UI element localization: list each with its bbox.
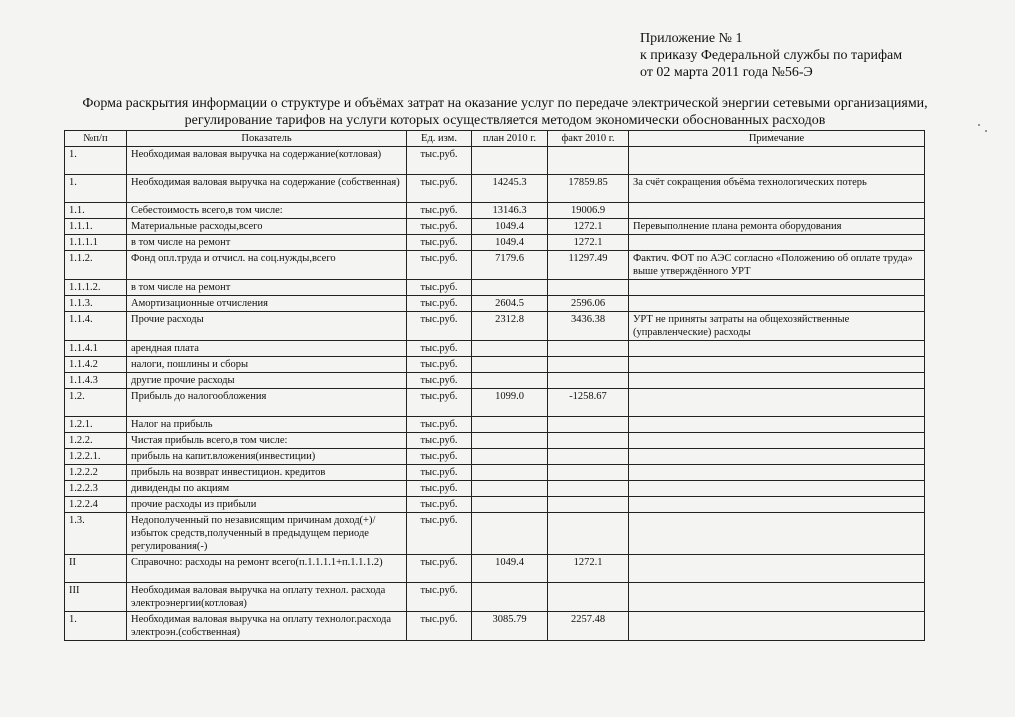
cell-number: 1.1.3. xyxy=(65,296,127,312)
cell-note: УРТ не приняты затраты на общехозяйственные (управленческие) расходы xyxy=(629,312,925,341)
cell-unit: тыс.руб. xyxy=(407,433,472,449)
table-row xyxy=(65,357,925,373)
cell-number: 1.1.1. xyxy=(65,219,127,235)
cell-unit: тыс.руб. xyxy=(407,203,472,219)
cell-note xyxy=(629,373,925,389)
cell-plan: 2312.8 xyxy=(472,312,548,341)
table-row xyxy=(65,219,925,235)
column-header-indicator: Показатель xyxy=(127,131,407,147)
cell-indicator: Справочно: расходы на ремонт всего(п.1.1.1.1+п.1.1.1.2) xyxy=(127,555,407,583)
cell-unit: тыс.руб. xyxy=(407,465,472,481)
scan-speck xyxy=(978,124,980,126)
cell-note xyxy=(629,481,925,497)
cell-note: Фактич. ФОТ по АЭС согласно «Положению об оплате труда» выше утверждённого УРТ xyxy=(629,251,925,280)
cell-note xyxy=(629,280,925,296)
table-row xyxy=(65,147,925,175)
cell-number: 1.2.2.3 xyxy=(65,481,127,497)
cell-fact xyxy=(548,497,629,513)
cell-note: Перевыполнение плана ремонта оборудования xyxy=(629,219,925,235)
cell-plan: 1099.0 xyxy=(472,389,548,417)
cell-number: 1. xyxy=(65,175,127,203)
table-body xyxy=(65,147,925,641)
cell-note xyxy=(629,296,925,312)
cell-unit: тыс.руб. xyxy=(407,341,472,357)
table-row xyxy=(65,373,925,389)
cell-fact xyxy=(548,147,629,175)
cell-unit: тыс.руб. xyxy=(407,389,472,417)
table-row xyxy=(65,497,925,513)
cell-number: 1.2.2. xyxy=(65,433,127,449)
table-row xyxy=(65,296,925,312)
table-row xyxy=(65,449,925,465)
cell-plan: 1049.4 xyxy=(472,235,548,251)
cell-fact xyxy=(548,433,629,449)
cell-fact xyxy=(548,465,629,481)
cell-plan xyxy=(472,449,548,465)
cell-fact: 2596.06 xyxy=(548,296,629,312)
scan-speck xyxy=(985,130,987,132)
table-row xyxy=(65,433,925,449)
cell-fact xyxy=(548,373,629,389)
table-row xyxy=(65,513,925,555)
cell-note xyxy=(629,341,925,357)
cell-note xyxy=(629,449,925,465)
cell-note xyxy=(629,497,925,513)
cell-number: 1. xyxy=(65,147,127,175)
cell-indicator: Необходимая валовая выручка на оплату технолог.расхода электроэн.(собственная) xyxy=(127,612,407,641)
cell-plan xyxy=(472,513,548,555)
cell-plan xyxy=(472,373,548,389)
column-header-fact: факт 2010 г. xyxy=(548,131,629,147)
table-row xyxy=(65,312,925,341)
cell-unit: тыс.руб. xyxy=(407,312,472,341)
table-row xyxy=(65,465,925,481)
cell-fact xyxy=(548,513,629,555)
cell-number: 1.1.4.1 xyxy=(65,341,127,357)
cell-note xyxy=(629,612,925,641)
cell-plan: 1049.4 xyxy=(472,555,548,583)
cell-fact: 11297.49 xyxy=(548,251,629,280)
cell-indicator: Необходимая валовая выручка на содержание(котловая) xyxy=(127,147,407,175)
cell-number: 1.2.1. xyxy=(65,417,127,433)
form-title xyxy=(20,95,990,129)
cell-indicator: прибыль на капит.вложения(инвестиции) xyxy=(127,449,407,465)
cell-indicator: Недополученный по независящим причинам доход(+)/избыток средств,полученный в предыдущем периоде регулирования(-) xyxy=(127,513,407,555)
table-row xyxy=(65,583,925,612)
cell-plan xyxy=(472,433,548,449)
cell-unit: тыс.руб. xyxy=(407,417,472,433)
cell-indicator: налоги, пошлины и сборы xyxy=(127,357,407,373)
cell-unit: тыс.руб. xyxy=(407,280,472,296)
cell-unit: тыс.руб. xyxy=(407,235,472,251)
cell-note xyxy=(629,203,925,219)
table-row xyxy=(65,612,925,641)
cell-unit: тыс.руб. xyxy=(407,219,472,235)
table-row xyxy=(65,251,925,280)
cell-fact: 1272.1 xyxy=(548,219,629,235)
cell-indicator: Необходимая валовая выручка на оплату технол. расхода электроэнергии(котловая) xyxy=(127,583,407,612)
cell-unit: тыс.руб. xyxy=(407,481,472,497)
cell-number: 1.1.1.2. xyxy=(65,280,127,296)
table-row xyxy=(65,235,925,251)
cell-indicator: Амортизационные отчисления xyxy=(127,296,407,312)
cell-note xyxy=(629,465,925,481)
cell-fact xyxy=(548,583,629,612)
cell-indicator: в том числе на ремонт xyxy=(127,235,407,251)
cell-plan xyxy=(472,341,548,357)
cell-plan xyxy=(472,147,548,175)
table-row xyxy=(65,481,925,497)
appendix-line-1: Приложение № 1 xyxy=(640,31,743,46)
cell-note xyxy=(629,583,925,612)
cell-note xyxy=(629,513,925,555)
cell-plan: 14245.3 xyxy=(472,175,548,203)
cell-fact: 2257.48 xyxy=(548,612,629,641)
cell-plan xyxy=(472,481,548,497)
cell-note xyxy=(629,555,925,583)
cell-unit: тыс.руб. xyxy=(407,147,472,175)
appendix-line-2: к приказу Федеральной службы по тарифам xyxy=(640,48,903,63)
appendix-header xyxy=(640,30,902,81)
cell-number: 1.1.4.3 xyxy=(65,373,127,389)
cell-number: III xyxy=(65,583,127,612)
cell-fact: 3436.38 xyxy=(548,312,629,341)
cell-indicator: прибыль на возврат инвестицион. кредитов xyxy=(127,465,407,481)
cell-unit: тыс.руб. xyxy=(407,175,472,203)
cell-number: 1.2. xyxy=(65,389,127,417)
cell-indicator: Материальные расходы,всего xyxy=(127,219,407,235)
cell-indicator: в том числе на ремонт xyxy=(127,280,407,296)
appendix-line-3: от 02 марта 2011 года №56-Э xyxy=(640,65,813,80)
cell-number: 1. xyxy=(65,612,127,641)
cell-unit: тыс.руб. xyxy=(407,449,472,465)
table-header-row xyxy=(65,131,925,147)
cell-plan xyxy=(472,417,548,433)
cell-fact xyxy=(548,357,629,373)
cell-plan: 13146.3 xyxy=(472,203,548,219)
cell-plan xyxy=(472,357,548,373)
column-header-plan: план 2010 г. xyxy=(472,131,548,147)
cell-indicator: дивиденды по акциям xyxy=(127,481,407,497)
cell-indicator: прочие расходы из прибыли xyxy=(127,497,407,513)
cell-unit: тыс.руб. xyxy=(407,513,472,555)
table-row xyxy=(65,555,925,583)
cell-unit: тыс.руб. xyxy=(407,373,472,389)
cell-number: 1.1. xyxy=(65,203,127,219)
cell-unit: тыс.руб. xyxy=(407,357,472,373)
cell-plan xyxy=(472,497,548,513)
cell-fact: 1272.1 xyxy=(548,555,629,583)
cell-number: 1.2.2.1. xyxy=(65,449,127,465)
cell-indicator: Себестоимость всего,в том числе: xyxy=(127,203,407,219)
table-row xyxy=(65,389,925,417)
cell-fact xyxy=(548,280,629,296)
cell-plan xyxy=(472,280,548,296)
cell-indicator: арендная плата xyxy=(127,341,407,357)
column-header-note: Примечание xyxy=(629,131,925,147)
table-row xyxy=(65,341,925,357)
cell-note xyxy=(629,433,925,449)
cell-fact: 19006.9 xyxy=(548,203,629,219)
cell-number: 1.3. xyxy=(65,513,127,555)
cell-unit: тыс.руб. xyxy=(407,555,472,583)
cell-number: 1.1.4. xyxy=(65,312,127,341)
cell-unit: тыс.руб. xyxy=(407,497,472,513)
cell-fact: 1272.1 xyxy=(548,235,629,251)
cell-number: 1.2.2.4 xyxy=(65,497,127,513)
column-header-unit: Ед. изм. xyxy=(407,131,472,147)
cell-note xyxy=(629,235,925,251)
form-title-line-1: Форма раскрытия информации о структуре и объёмах затрат на оказание услуг по передаче электрической энергии сетевыми организациями, xyxy=(82,96,928,111)
table-row xyxy=(65,175,925,203)
cell-plan: 2604.5 xyxy=(472,296,548,312)
cell-unit: тыс.руб. xyxy=(407,296,472,312)
table-row xyxy=(65,417,925,433)
cell-number: 1.1.1.1 xyxy=(65,235,127,251)
cell-indicator: Налог на прибыль xyxy=(127,417,407,433)
cell-fact xyxy=(548,341,629,357)
cell-plan: 7179.6 xyxy=(472,251,548,280)
cell-note xyxy=(629,389,925,417)
cell-fact: -1258.67 xyxy=(548,389,629,417)
cell-number: 1.1.2. xyxy=(65,251,127,280)
cell-plan: 1049.4 xyxy=(472,219,548,235)
cell-plan: 3085.79 xyxy=(472,612,548,641)
cell-indicator: Необходимая валовая выручка на содержание (собственная) xyxy=(127,175,407,203)
cell-number: 1.2.2.2 xyxy=(65,465,127,481)
scan-speck xyxy=(771,131,772,132)
cell-note xyxy=(629,357,925,373)
cell-indicator: Чистая прибыль всего,в том числе: xyxy=(127,433,407,449)
cell-unit: тыс.руб. xyxy=(407,583,472,612)
cell-fact xyxy=(548,481,629,497)
cell-unit: тыс.руб. xyxy=(407,612,472,641)
form-title-line-2: регулирование тарифов на услуги которых осуществляется методом экономически обоснованных расходов xyxy=(184,113,826,128)
cell-note xyxy=(629,417,925,433)
cell-indicator: другие прочие расходы xyxy=(127,373,407,389)
cell-plan xyxy=(472,465,548,481)
cost-table xyxy=(64,130,925,641)
cell-fact xyxy=(548,449,629,465)
table-row xyxy=(65,280,925,296)
table-row xyxy=(65,203,925,219)
cell-fact: 17859.85 xyxy=(548,175,629,203)
cell-indicator: Прибыль до налогообложения xyxy=(127,389,407,417)
column-header-number: №п/п xyxy=(65,131,127,147)
cell-indicator: Фонд опл.труда и отчисл. на соц.нужды,всего xyxy=(127,251,407,280)
cell-plan xyxy=(472,583,548,612)
cell-number: 1.1.4.2 xyxy=(65,357,127,373)
cell-note: За счёт сокращения объёма технологических потерь xyxy=(629,175,925,203)
cell-indicator: Прочие расходы xyxy=(127,312,407,341)
cell-unit: тыс.руб. xyxy=(407,251,472,280)
cell-fact xyxy=(548,417,629,433)
cell-note xyxy=(629,147,925,175)
cell-number: II xyxy=(65,555,127,583)
